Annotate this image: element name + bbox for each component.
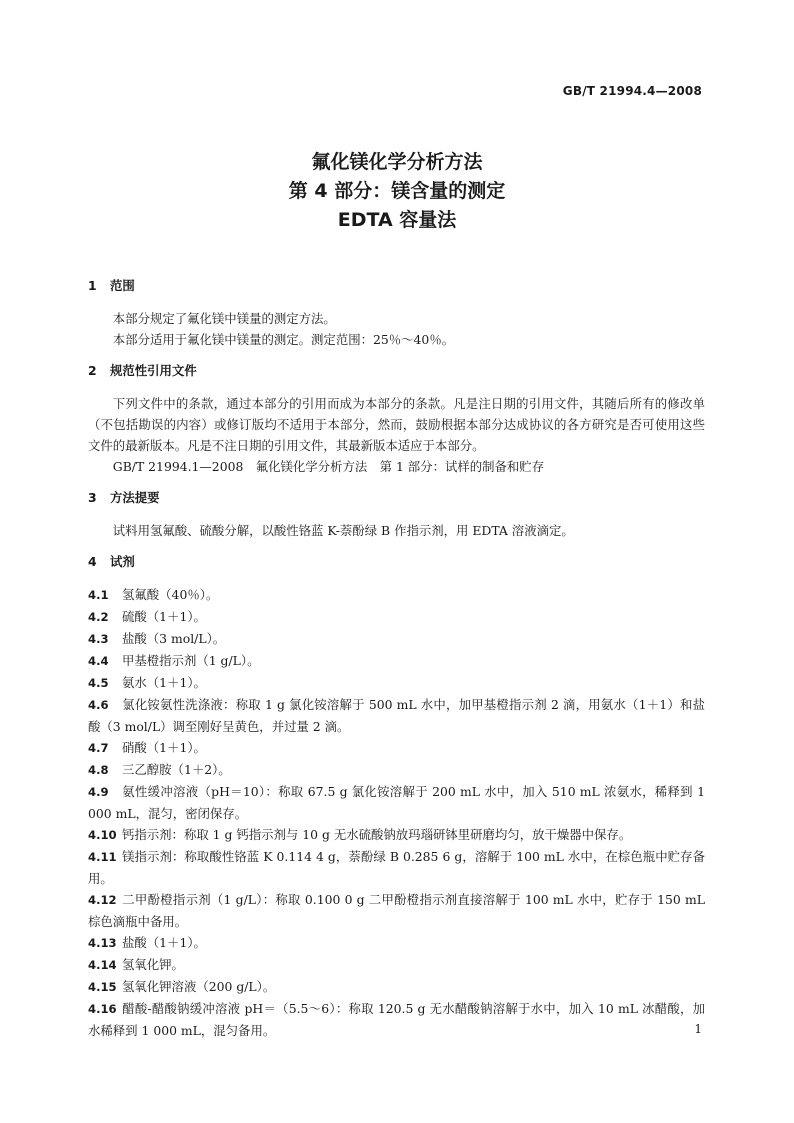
reagent-item [88,998,705,1041]
reagent-item [88,606,705,628]
page-number: 1 [694,1022,702,1036]
reagent-item [88,628,705,650]
reagent-item [88,694,705,737]
reference-entry: GB/T 21994.1—2008 氟化镁化学分析方法 第 1 部分：试样的制备和贮存 [112,459,545,474]
reagent-item [88,932,705,954]
item-text: 甲基橙指示剂（1 g/L）。 [122,653,260,668]
item-number: 4.14 [88,958,117,972]
item-number: 4.4 [88,654,109,668]
reagent-item [88,976,705,998]
item-text: 二甲酚橙指示剂（1 g/L）：称取 0.100 0 g 二甲酚橙指示剂直接溶解于 100 mL 水中，贮存于 150 mL 棕色滴瓶中备用。 [88,892,705,929]
reagent-item [88,781,705,824]
item-number: 4.11 [88,850,117,864]
item-text: 氢氟酸（40％）。 [122,587,219,602]
item-number: 4.13 [88,936,117,950]
reagent-item [88,846,705,889]
title-line-3: EDTA 容量法 [337,209,457,231]
section-heading-reagents [88,551,705,572]
reagent-item [88,759,705,781]
item-text: 硫酸（1＋1）。 [122,609,206,624]
document-body [88,275,705,1041]
section-number: 3 [88,490,97,505]
reagent-item [88,954,705,976]
item-number: 4.8 [88,763,109,777]
item-text: 盐酸（3 mol/L）。 [122,631,226,646]
item-text: 钙指示剂：称取 1 g 钙指示剂与 10 g 无水硫酸钠放玛瑙研钵里研磨均匀，放干燥器中保存。 [122,827,632,842]
title-line-1: 氟化镁化学分析方法 [311,151,483,173]
item-text: 氨水（1＋1）。 [122,675,206,690]
item-text: 盐酸（1＋1）。 [122,935,206,950]
item-text: 氯化铵氨性洗涤液：称取 1 g 氯化铵溶解于 500 mL 水中，加甲基橙指示剂 2 滴，用氨水（1＋1）和盐酸（3 mol/L）调至刚好呈黄色，并过量 2 滴。 [88,697,705,734]
paragraph: 本部分适用于氟化镁中镁量的测定。测定范围：25％～40％。 [112,332,455,347]
item-number: 4.2 [88,610,109,624]
reagent-item [88,889,705,932]
reagent-item [88,650,705,672]
item-text: 氢氧化钾。 [122,957,184,972]
item-number: 4.7 [88,741,109,755]
item-text: 硝酸（1＋1）。 [122,740,206,755]
reagent-item [88,672,705,694]
section-title: 方法提要 [110,490,160,505]
document-title [0,148,794,235]
reagent-item [88,584,705,606]
standard-code: GB/T 21994.4—2008 [562,84,702,98]
section-heading-method-summary [88,487,705,508]
item-number: 4.16 [88,1002,117,1016]
item-text: 氢氧化钾溶液（200 g/L）。 [122,979,276,994]
title-line-2: 第 4 部分：镁含量的测定 [288,180,506,202]
item-number: 4.1 [88,588,109,602]
reagent-item [88,824,705,846]
item-number: 4.9 [88,785,109,799]
item-text: 醋酸-醋酸钠缓冲溶液 pH＝（5.5～6）：称取 120.5 g 无水醋酸钠溶解于水中，加入 10 mL 冰醋酸，加水稀释到 1 000 mL，混匀备用。 [88,1001,705,1038]
section-title: 试剂 [110,554,135,569]
section-number: 1 [88,278,97,293]
item-text: 镁指示剂：称取酸性铬蓝 K 0.114 4 g，萘酚绿 B 0.285 6 g，溶解于 100 mL 水中，在棕色瓶中贮存备用。 [88,849,705,886]
item-number: 4.12 [88,893,117,907]
reagent-item [88,737,705,759]
item-number: 4.6 [88,698,109,712]
item-number: 4.10 [88,828,117,842]
section-number: 4 [88,554,97,569]
item-text: 氨性缓冲溶液（pH＝10）：称取 67.5 g 氯化铵溶解于 200 mL 水中，加入 510 mL 浓氨水，稀释到 1 000 mL，混匀，密闭保存。 [88,784,705,821]
section-title: 规范性引用文件 [110,363,197,378]
section-title: 范围 [110,278,135,293]
item-number: 4.5 [88,676,109,690]
reagent-list [88,584,705,1041]
paragraph: 下列文件中的条款，通过本部分的引用而成为本部分的条款。凡是注日期的引用文件，其随后所有的修改单（不包括勘误的内容）或修订版均不适用于本部分，然而，鼓励根据本部分达成协议的各方研究是否可使用这些文件的最新版本。凡是不注日期的引用文件，其最新版本适应于本部分。 [88,396,705,453]
section-heading-scope [88,275,705,296]
item-text: 三乙醇胺（1＋2）。 [122,762,231,777]
item-number: 4.3 [88,632,109,646]
section-heading-normative-references [88,360,705,381]
section-number: 2 [88,363,97,378]
paragraph: 试料用氢氟酸、硫酸分解，以酸性铬蓝 K-萘酚绿 B 作指示剂，用 EDTA 溶液滴定。 [112,523,574,538]
item-number: 4.15 [88,980,117,994]
paragraph: 本部分规定了氟化镁中镁量的测定方法。 [112,311,336,326]
